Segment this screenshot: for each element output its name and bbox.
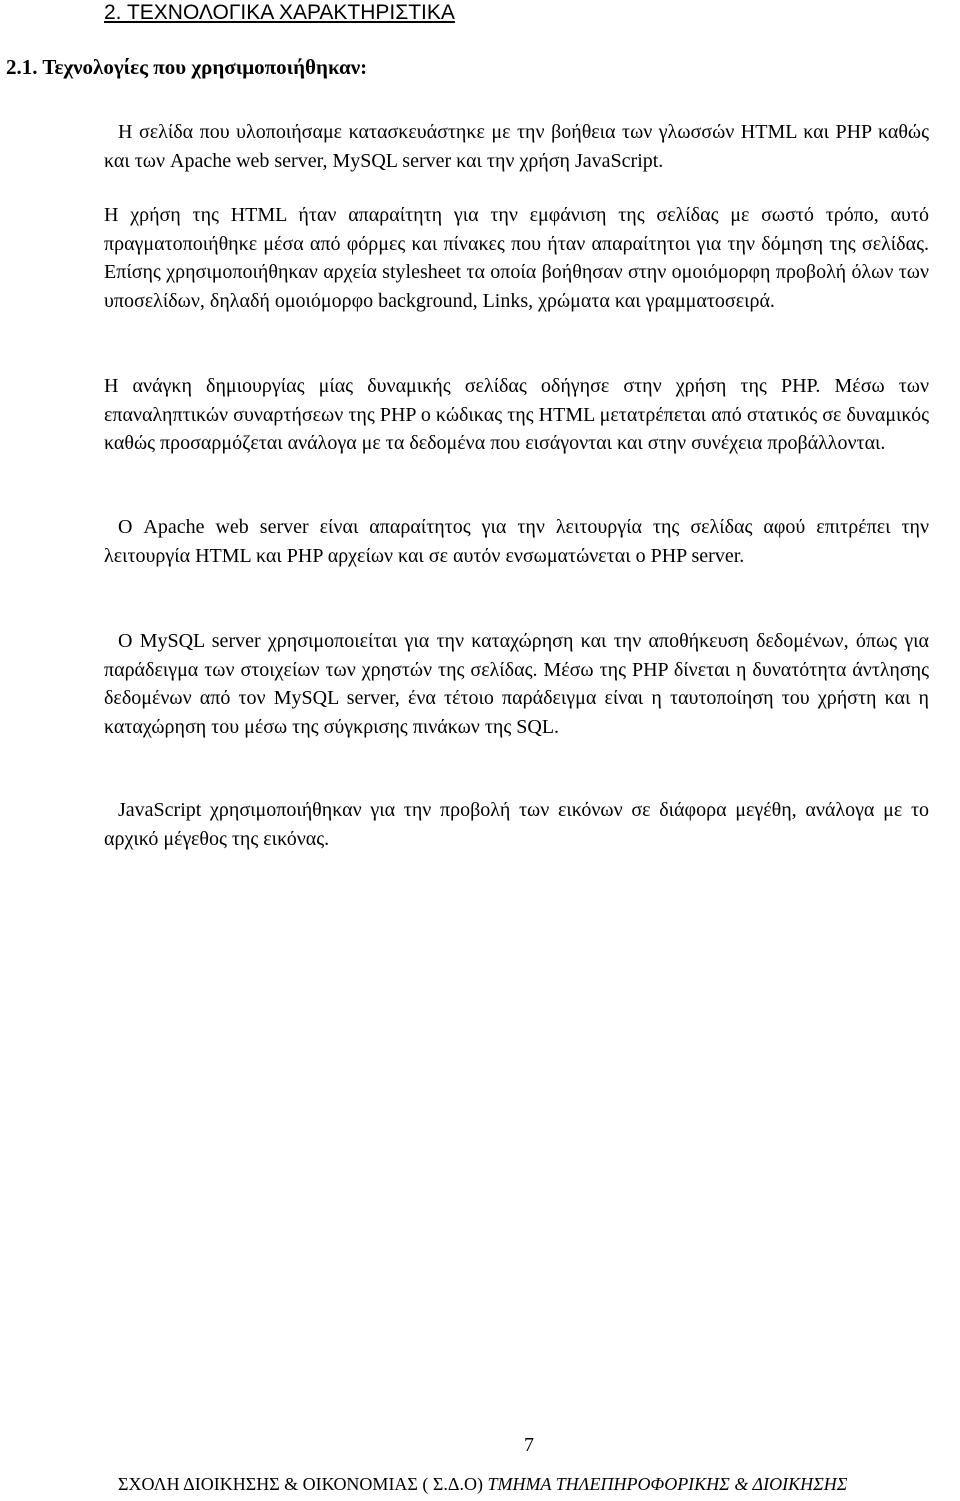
chapter-heading: 2. ΤΕΧΝΟΛΟΓΙΚΑ ΧΑΡΑΚΤΗΡΙΣΤΙΚΑ (104, 1, 455, 24)
paragraph-html: Η χρήση της HTML ήταν απαραίτητη για την εμφάνιση της σελίδας με σωστό τρόπο, αυτό πραγματοποιήθηκε μέσα από φόρμες και πίνακες που ήταν απαραίτητοι για την δόμηση της σελίδας. Επίσης χρησιμοποιήθηκαν αρχεία stylesheet τα οποία βοήθησαν στην ομοιόμορφη προβολή όλων των υποσελίδων, δηλαδή ομοιόμορφο background, Links, χρώματα και γραμματοσειρά. (104, 204, 929, 312)
footer-school: ΣΧΟΛΗ ΔΙΟΙΚΗΣΗΣ & ΟΙΚΟΝΟΜΙΑΣ ( Σ.Δ.Ο) (118, 1474, 483, 1494)
paragraph-intro: Η σελίδα που υλοποιήσαμε κατασκευάστηκε με την βοήθεια των γλωσσών HTML και PHP καθώς και των Apache web server, MySQL server και την χρήση JavaScript. (104, 121, 929, 172)
page-footer (118, 1472, 848, 1496)
paragraph-apache: Ο Apache web server είναι απαραίτητος για την λειτουργία της σελίδας αφού επιτρέπει την λειτουργία HTML και PHP αρχείων και σε αυτόν ενσωματώνεται ο PHP server. (104, 516, 929, 567)
page-number: 7 (524, 1434, 534, 1456)
footer-department: ΤΜΗΜΑ ΤΗΛΕΠΗΡΟΦΟΡΙΚΗΣ & ΔΙΟΙΚΗΣΗΣ (487, 1474, 848, 1494)
section-heading: 2.1. Τεχνολογίες που χρησιμοποιήθηκαν: (6, 55, 368, 79)
paragraph-javascript: JavaScript χρησιμοποιήθηκαν για την προβολή των εικόνων σε διάφορα μεγέθη, ανάλογα με το αρχικό μέγεθος της εικόνας. (104, 799, 929, 850)
paragraph-php: Η ανάγκη δημιουργίας μίας δυναμικής σελίδας οδήγησε στην χρήση της PHP. Μέσω των επαναληπτικών συναρτήσεων της PHP ο κώδικας της HTML μετατρέπεται από στατικός σε δυναμικός καθώς προσαρμόζεται ανάλογα με τα δεδομένα που εισάγονται και στην συνέχεια προβάλλονται. (104, 375, 929, 454)
paragraph-mysql: Ο MySQL server χρησιμοποιείται για την καταχώρηση και την αποθήκευση δεδομένων, όπως για παράδειγμα των στοιχείων των χρηστών της σελίδας. Μέσω της PHP δίνεται η δυνατότητα άντλησης δεδομένων από τον MySQL server, ένα τέτοιο παράδειγμα είναι η ταυτοποίηση του χρήστη και η καταχώρηση του μέσω της σύγκρισης πινάκων της SQL. (104, 630, 929, 738)
